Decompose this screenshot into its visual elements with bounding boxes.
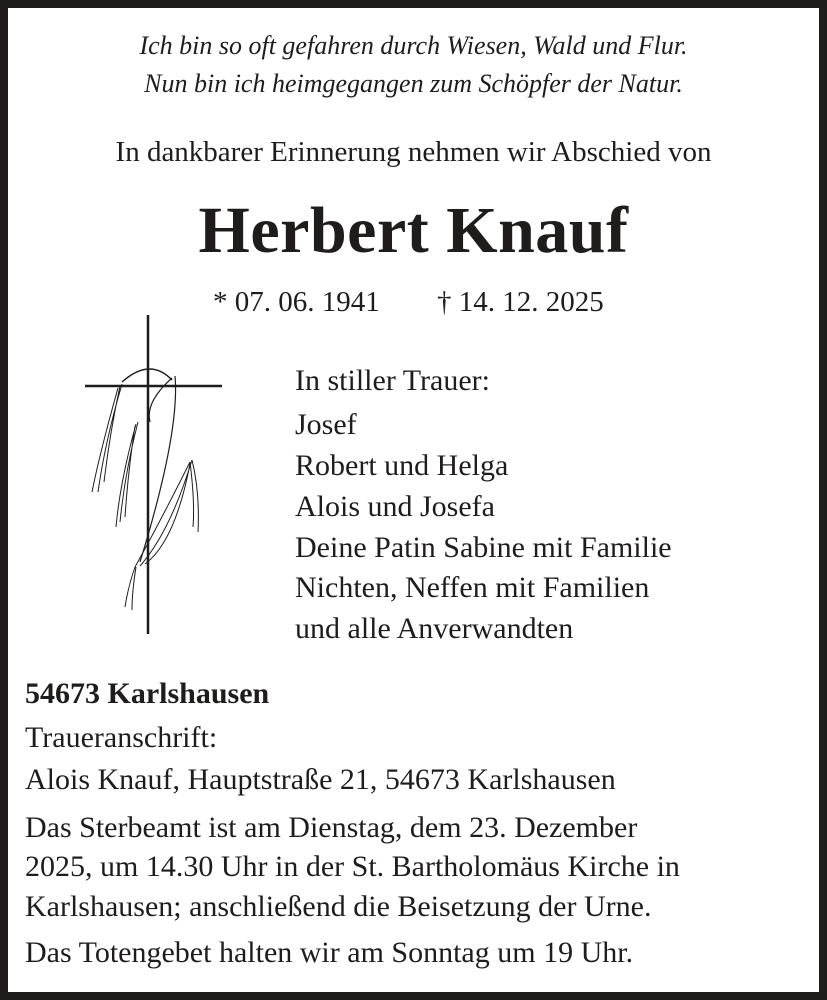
mourner: Deine Patin Sabine mit Familie	[295, 531, 672, 564]
mourner: Josef	[295, 408, 357, 441]
place: 54673 Karlshausen	[25, 677, 270, 710]
death-date: † 14. 12. 2025	[437, 286, 604, 318]
mourners-heading: In stiller Trauer:	[295, 364, 490, 397]
mourner: Robert und Helga	[295, 449, 509, 482]
deceased-name: Herbert Knauf	[198, 194, 629, 267]
mourner: Nichten, Neffen mit Familien	[295, 571, 650, 604]
intro-text: In dankbarer Erinnerung nehmen wir Abschied von	[115, 136, 712, 168]
birth-date: * 07. 06. 1941	[213, 286, 380, 318]
quote-line-1: Ich bin so oft gefahren durch Wiesen, Wald und Flur.	[139, 31, 688, 60]
prayer-text: Das Totengebet halten wir am Sonntag um 19 Uhr.	[25, 936, 634, 969]
address: Alois Knauf, Hauptstraße 21, 54673 Karlshausen	[25, 763, 616, 796]
service-line-2: 2025, um 14.30 Uhr in der St. Bartholomäus Kirche in	[25, 850, 680, 883]
mourner: Alois und Josefa	[295, 490, 495, 523]
mourner: und alle Anverwandten	[295, 612, 574, 645]
address-label: Traueranschrift:	[25, 721, 218, 754]
service-line-3: Karlshausen; anschließend die Beisetzung der Urne.	[25, 890, 652, 923]
service-line-1: Das Sterbeamt ist am Dienstag, dem 23. Dezember	[25, 811, 638, 844]
cross-with-wheat-icon	[80, 312, 240, 642]
quote-line-2: Nun bin ich heimgegangen zum Schöpfer der Natur.	[144, 69, 683, 98]
